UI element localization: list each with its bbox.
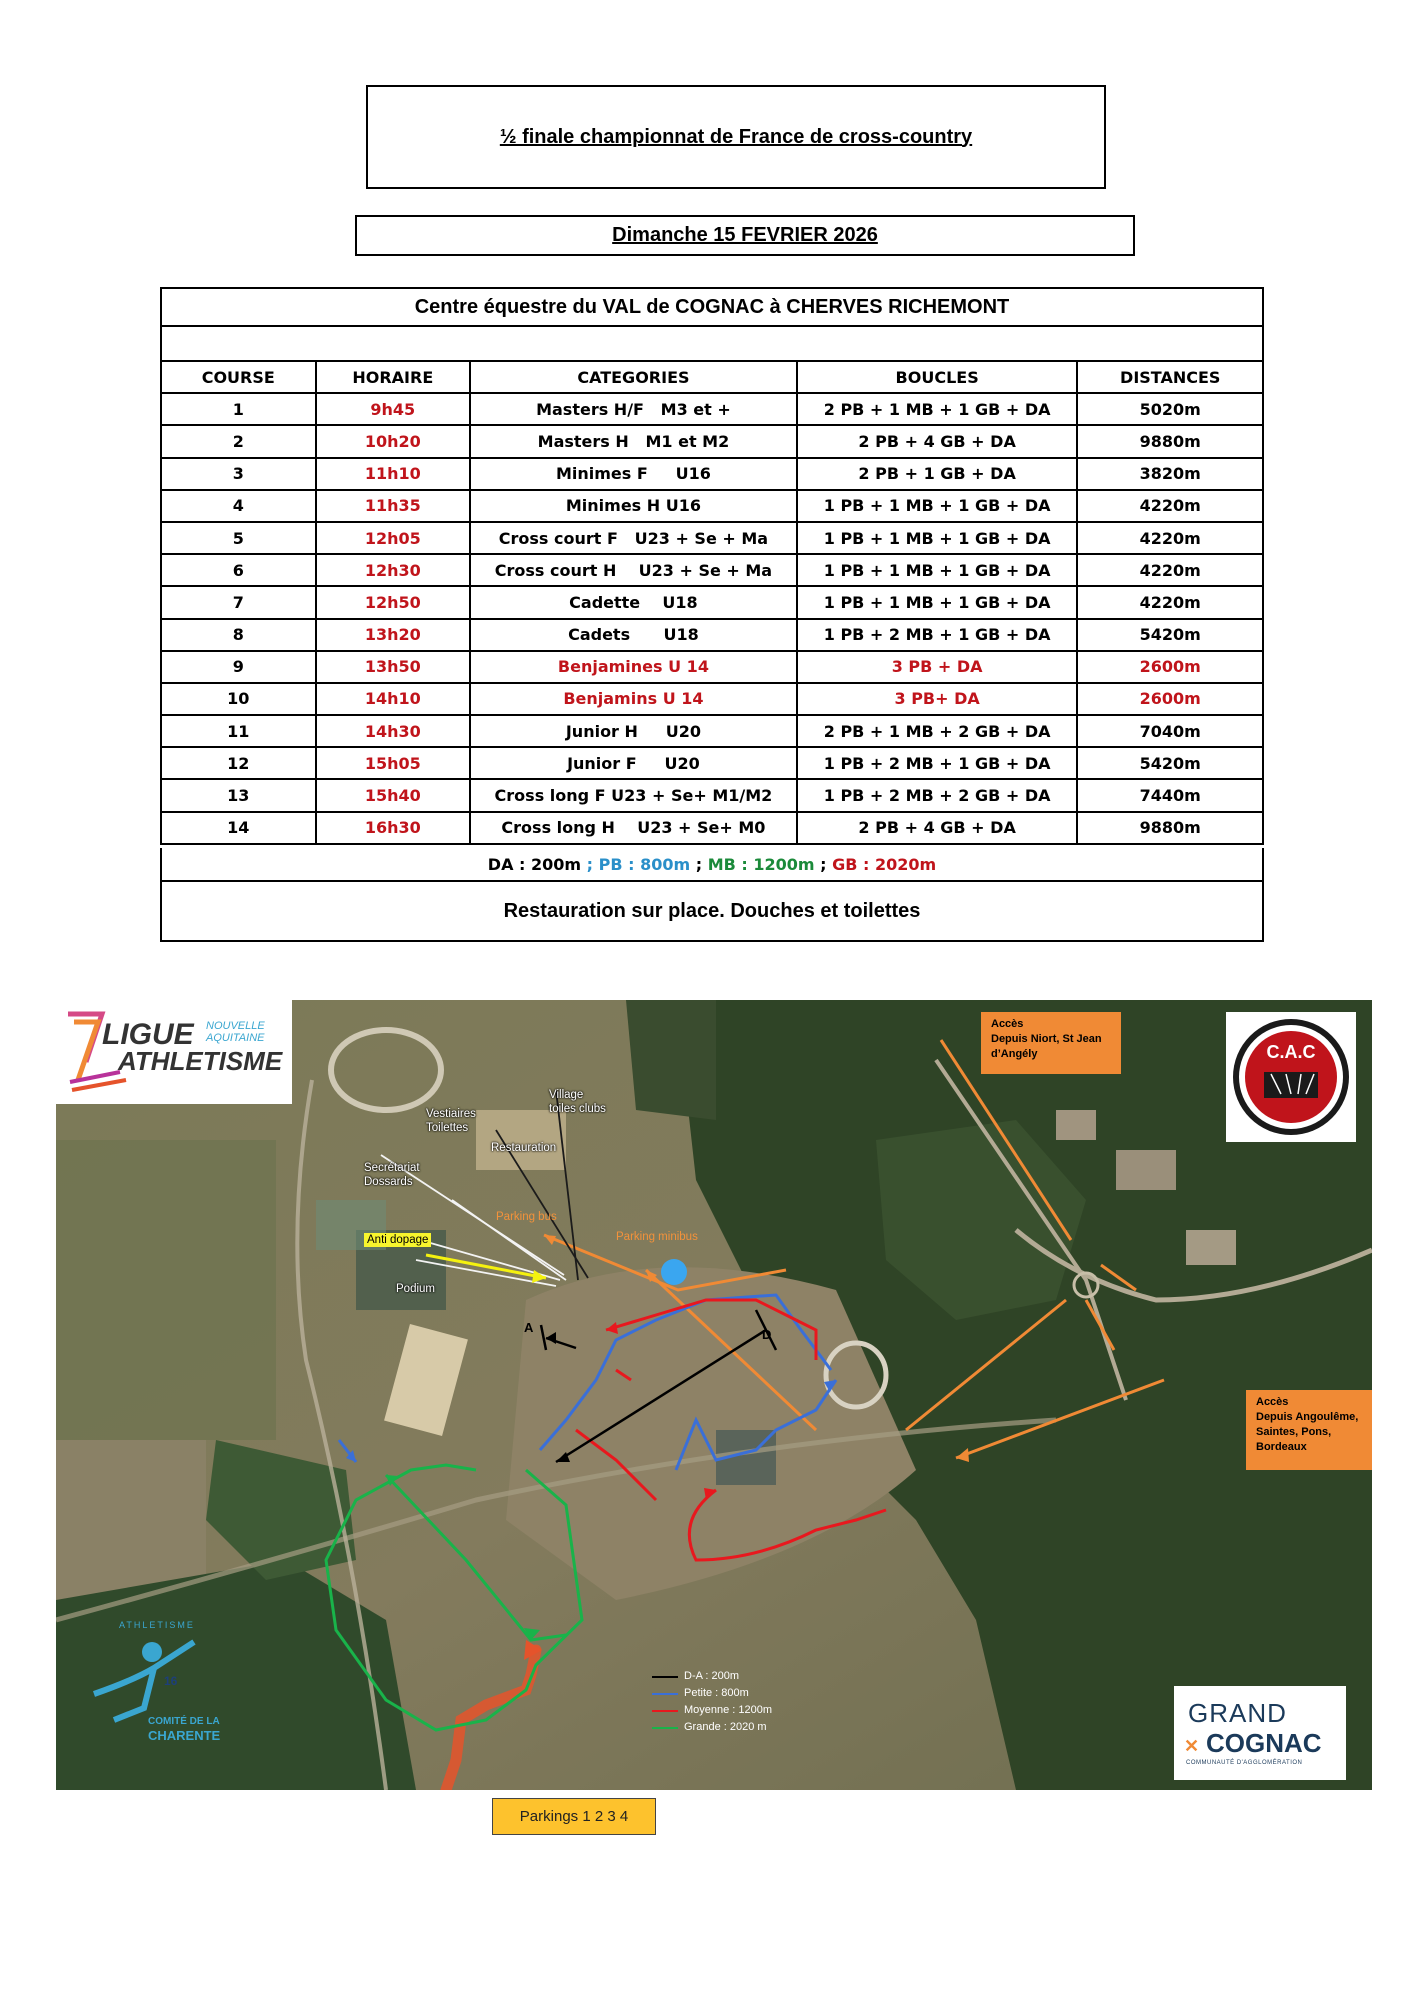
cognac-text: COGNAC: [1206, 1728, 1322, 1758]
horaire-cell: 11h35: [316, 490, 471, 522]
label-podium: Podium: [396, 1283, 435, 1295]
horaire-cell: 13h20: [316, 619, 471, 651]
horaire-cell: 11h10: [316, 458, 471, 490]
course-cell: 2: [161, 425, 316, 457]
horaire-cell: 15h40: [316, 779, 471, 811]
grand-text: GRAND: [1188, 1698, 1287, 1728]
categorie-cell: Junior F U20: [470, 747, 797, 779]
boucles-cell: 3 PB+ DA: [797, 683, 1078, 715]
access-east-box: Accès Depuis Angoulême, Saintes, Pons, Bordeaux: [1246, 1390, 1372, 1470]
label-point-a: A: [524, 1320, 534, 1335]
course-cell: 14: [161, 812, 316, 844]
schedule-table: [160, 360, 1264, 845]
distance-cell: 3820m: [1077, 458, 1263, 490]
boucles-cell: 1 PB + 1 MB + 1 GB + DA: [797, 522, 1078, 554]
distance-cell: 7040m: [1077, 715, 1263, 747]
key-item-petite: Petite : 800m: [652, 1685, 772, 1702]
course-map: [56, 1000, 1372, 1790]
table-row: [161, 586, 1263, 618]
categorie-cell: Cadets U18: [470, 619, 797, 651]
ligue-region-1: NOUVELLE: [206, 1020, 265, 1032]
distance-cell: 9880m: [1077, 425, 1263, 457]
course-cell: 5: [161, 522, 316, 554]
course-cell: 3: [161, 458, 316, 490]
boucles-cell: 2 PB + 1 MB + 1 GB + DA: [797, 393, 1078, 425]
table-row: [161, 425, 1263, 457]
categorie-cell: Masters H M1 et M2: [470, 425, 797, 457]
label-restauration: Restauration: [491, 1142, 557, 1154]
legend-gb: GB : 2020m: [832, 854, 937, 874]
boucles-cell: 2 PB + 4 GB + DA: [797, 812, 1078, 844]
legend-sep: ;: [690, 854, 708, 874]
categorie-cell: Masters H/F M3 et +: [470, 393, 797, 425]
event-date: Dimanche 15 FEVRIER 2026: [612, 224, 878, 246]
column-header: CATEGORIES: [470, 361, 797, 393]
blank-row: [160, 325, 1264, 361]
comite-figure-icon: [74, 1620, 246, 1770]
grand-cognac-logo: [1174, 1686, 1346, 1780]
ligue-logo: [56, 1000, 292, 1104]
table-row: [161, 715, 1263, 747]
categorie-cell: Cross long H U23 + Se+ M0: [470, 812, 797, 844]
distance-cell: 4220m: [1077, 522, 1263, 554]
course-cell: 10: [161, 683, 316, 715]
event-title-box: [366, 85, 1106, 189]
horaire-cell: 12h50: [316, 586, 471, 618]
column-header: HORAIRE: [316, 361, 471, 393]
horaire-cell: 10h20: [316, 425, 471, 457]
legend-pb: PB : 800m: [598, 854, 691, 874]
horaire-cell: 16h30: [316, 812, 471, 844]
categorie-cell: Cross court H U23 + Se + Ma: [470, 554, 797, 586]
horaire-cell: 14h30: [316, 715, 471, 747]
access-north-box: Accès Depuis Niort, St Jean d’Angély: [981, 1012, 1121, 1074]
comite-arc-text: ATHLETISME: [119, 1620, 195, 1630]
agglo-text: COMMUNAUTÉ D'AGGLOMÉRATION: [1186, 1760, 1303, 1766]
course-cell: 9: [161, 651, 316, 683]
boucles-cell: 1 PB + 2 MB + 1 GB + DA: [797, 747, 1078, 779]
map-key: [652, 1668, 772, 1736]
legend-sep: ;: [814, 854, 833, 874]
boucles-cell: 2 PB + 1 MB + 2 GB + DA: [797, 715, 1078, 747]
boucles-cell: 1 PB + 2 MB + 1 GB + DA: [797, 619, 1078, 651]
cac-logo: [1226, 1012, 1356, 1142]
table-row: [161, 458, 1263, 490]
table-row: [161, 619, 1263, 651]
categorie-cell: Cadette U18: [470, 586, 797, 618]
amenities-row: [160, 882, 1264, 942]
boucles-cell: 3 PB + DA: [797, 651, 1078, 683]
table-row: [161, 651, 1263, 683]
categorie-cell: Benjamins U 14: [470, 683, 797, 715]
venue-header: [160, 287, 1264, 327]
column-header: DISTANCES: [1077, 361, 1263, 393]
course-cell: 12: [161, 747, 316, 779]
table-row: [161, 554, 1263, 586]
table-row: [161, 490, 1263, 522]
table-row: [161, 522, 1263, 554]
cac-text: C.A.C: [1266, 1042, 1316, 1062]
distance-cell: 4220m: [1077, 554, 1263, 586]
distance-cell: 5420m: [1077, 747, 1263, 779]
boucles-cell: 1 PB + 1 MB + 1 GB + DA: [797, 490, 1078, 522]
event-date-box: [355, 215, 1135, 256]
label-secretariat: Secrétariat Dossards: [364, 1162, 420, 1189]
course-cell: 8: [161, 619, 316, 651]
course-cell: 11: [161, 715, 316, 747]
distance-cell: 5420m: [1077, 619, 1263, 651]
course-cell: 1: [161, 393, 316, 425]
comite-line-1: COMITÉ DE LA: [148, 1716, 220, 1727]
ligue-region-2: AQUITAINE: [206, 1032, 265, 1044]
distance-cell: 9880m: [1077, 812, 1263, 844]
column-header: COURSE: [161, 361, 316, 393]
categorie-cell: Benjamines U 14: [470, 651, 797, 683]
legend-mb: MB : 1200m: [707, 854, 815, 874]
label-parking-minibus: Parking minibus: [616, 1231, 698, 1243]
cac-logo-mark: [1226, 1012, 1356, 1142]
categorie-cell: Minimes H U16: [470, 490, 797, 522]
table-row: [161, 812, 1263, 844]
label-parking-bus: Parking bus: [496, 1211, 557, 1223]
distance-cell: 2600m: [1077, 651, 1263, 683]
venue-name: Centre équestre du VAL de COGNAC à CHERVES RICHEMONT: [414, 295, 1010, 318]
distance-cell: 2600m: [1077, 683, 1263, 715]
boucles-cell: 1 PB + 1 MB + 1 GB + DA: [797, 554, 1078, 586]
course-cell: 4: [161, 490, 316, 522]
horaire-cell: 15h05: [316, 747, 471, 779]
boucles-cell: 2 PB + 4 GB + DA: [797, 425, 1078, 457]
parkings-label: [492, 1798, 656, 1835]
comite-line-2: CHARENTE: [148, 1728, 221, 1743]
key-item-da: D-A : 200m: [652, 1668, 772, 1685]
horaire-cell: 12h05: [316, 522, 471, 554]
label-point-d: D: [762, 1327, 772, 1342]
cognac-dots-icon: ✕: [1184, 1736, 1200, 1756]
legend-da: DA : 200m: [487, 854, 582, 874]
label-anti-dopage: Anti dopage: [364, 1233, 431, 1247]
table-row: [161, 683, 1263, 715]
key-item-grande: Grande : 2020 m: [652, 1719, 772, 1736]
loop-legend: [160, 848, 1264, 882]
amenities-text: Restauration sur place. Douches et toilettes: [503, 899, 921, 922]
horaire-cell: 12h30: [316, 554, 471, 586]
horaire-cell: 13h50: [316, 651, 471, 683]
boucles-cell: 1 PB + 1 MB + 1 GB + DA: [797, 586, 1078, 618]
horaire-cell: 9h45: [316, 393, 471, 425]
event-title: ½ finale championnat de France de cross-country: [499, 125, 973, 148]
parkings-text: Parkings 1 2 3 4: [519, 1808, 629, 1825]
legend-sep: ;: [581, 854, 599, 874]
label-village: Village toiles clubs: [549, 1089, 606, 1116]
column-header: BOUCLES: [797, 361, 1078, 393]
distance-cell: 4220m: [1077, 490, 1263, 522]
ligue-text-2: ATHLETISME: [118, 1046, 283, 1076]
course-cell: 7: [161, 586, 316, 618]
table-row: [161, 779, 1263, 811]
categorie-cell: Cross court F U23 + Se + Ma: [470, 522, 797, 554]
ligue-text-1: LIGUE: [102, 1018, 194, 1051]
categorie-cell: Minimes F U16: [470, 458, 797, 490]
key-item-moyenne: Moyenne : 1200m: [652, 1702, 772, 1719]
distance-cell: 5020m: [1077, 393, 1263, 425]
table-row: [161, 393, 1263, 425]
horaire-cell: 14h10: [316, 683, 471, 715]
comite-charente-logo: [74, 1620, 246, 1770]
label-vestiaires: Vestiaires Toilettes: [426, 1108, 476, 1135]
course-cell: 13: [161, 779, 316, 811]
distance-cell: 7440m: [1077, 779, 1263, 811]
distance-cell: 4220m: [1077, 586, 1263, 618]
table-row: [161, 747, 1263, 779]
course-cell: 6: [161, 554, 316, 586]
categorie-cell: Junior H U20: [470, 715, 797, 747]
boucles-cell: 1 PB + 2 MB + 2 GB + DA: [797, 779, 1078, 811]
comite-num: 16: [164, 1674, 178, 1688]
table-header-row: [161, 361, 1263, 393]
boucles-cell: 2 PB + 1 GB + DA: [797, 458, 1078, 490]
categorie-cell: Cross long F U23 + Se+ M1/M2: [470, 779, 797, 811]
